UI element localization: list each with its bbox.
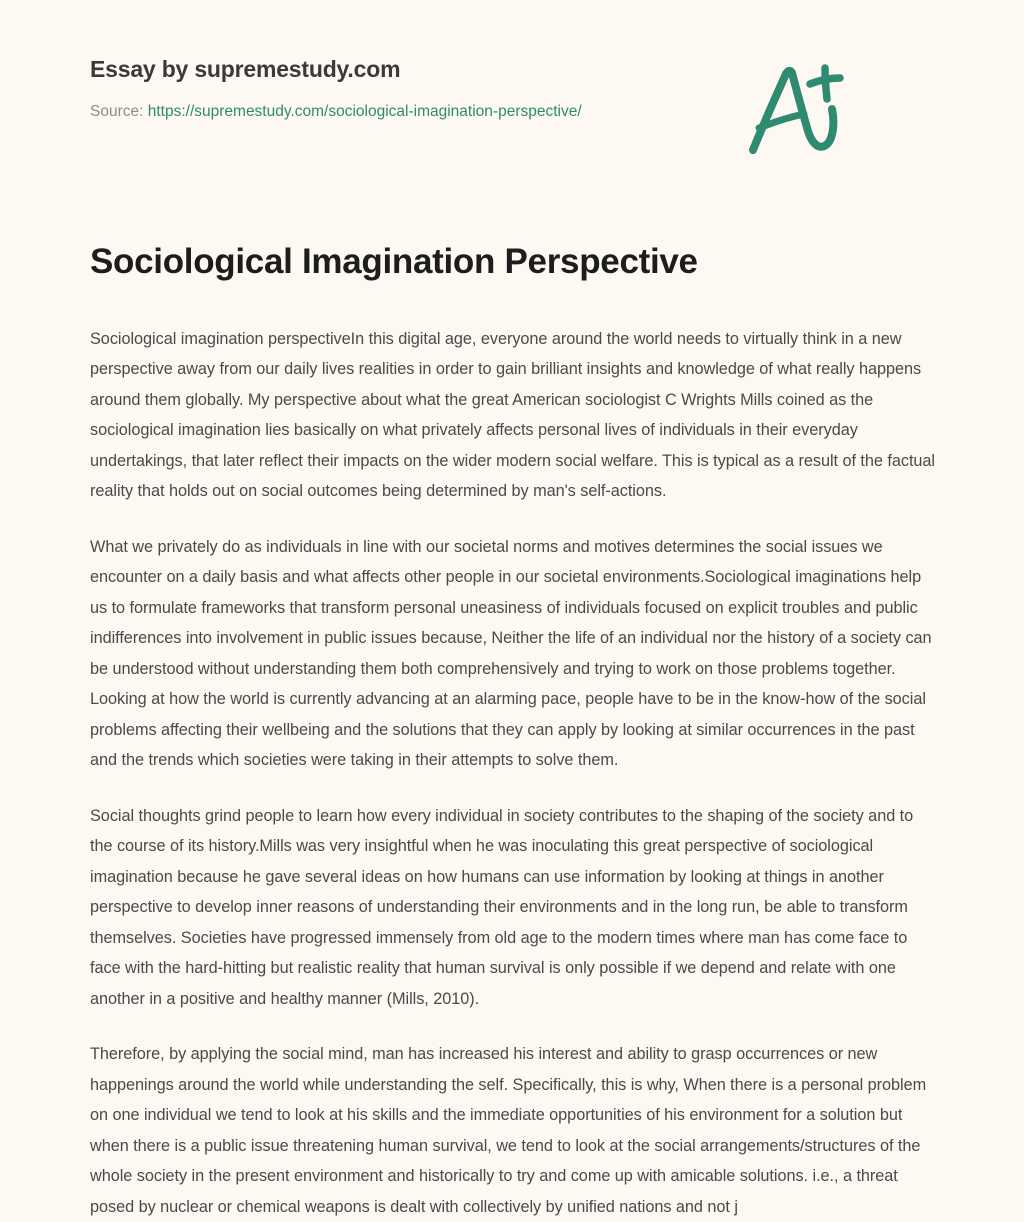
source-url-link[interactable]: https://supremestudy.com/sociological-imagination-perspective/	[147, 102, 582, 120]
page-header	[90, 0, 934, 140]
paragraph: Therefore, by applying the social mind, man has increased his interest and ability to grasp occurrences or new happenings around the world while understanding the self. Specifically, this is why, When there is a personal problem on one individual we tend to look at his skills and the immediate opportunities of his environment for a solution but when there is a public issue threatening human survival, we tend to look at the social arrangements/structures of the whole society in the present environment and historically to try and come up with amicable solutions. i.e., a threat posed by nuclear or chemical weapons is dealt with collectively by unified nations and not j	[90, 1045, 927, 1216]
source-label: Source:	[90, 102, 144, 120]
paragraph: What we privately do as individuals in line with our societal norms and motives determines the social issues we encounter on a daily basis and what affects other people in our societal environments.Sociological imaginations help us to formulate frameworks that transform personal uneasiness of individuals focused on explicit troubles and public indifferences into involvement in public issues because, Neither the life of an individual nor the history of a society can be understood without understanding them both comprehensively and trying to work on those problems together. Looking at how the world is currently advancing at an alarming pace, people have to be in the know-how of the social problems affecting their wellbeing and the solutions that they can apply by looking at similar occurrences in the past and the trends which societies were taking in their attempts to solve them.	[90, 537, 932, 770]
article-body	[90, 324, 935, 1222]
paragraph: Sociological imagination perspectiveIn this digital age, everyone around the world needs to virtually think in a new perspective away from our daily lives realities in order to gain brilliant insights and knowledge of what really happens around them globally. My perspective about what the great American sociologist C Wrights Mills coined as the sociological imagination lies basically on what privately affects personal lives of individuals in their everyday undertakings, that later reflect their impacts on the wider modern social welfare. This is typical as a result of the factual reality that holds out on social outcomes being determined by man's self-actions.	[90, 329, 936, 501]
brand-title: Essay by supremestudy.com	[90, 56, 401, 82]
aplus-logo	[736, 52, 856, 172]
paragraph: Social thoughts grind people to learn how every individual in society contributes to the shaping of the society and to the course of its history.Mills was very insightful when he was inoculating this great perspective of sociological imagination because he gave several ideas on how humans can use information by looking at things in another perspective to develop inner reasons of understanding their environments and in the long run, be able to transform themselves. Societies have progressed immensely from old age to the modern times where man has come face to face with the hard-hitting but realistic reality that human survival is only possible if we depend and relate with one another in a positive and healthy manner (Mills, 2010).	[90, 806, 914, 1008]
aplus-logo-icon	[736, 52, 856, 172]
page-title: Sociological Imagination Perspective	[90, 242, 698, 281]
